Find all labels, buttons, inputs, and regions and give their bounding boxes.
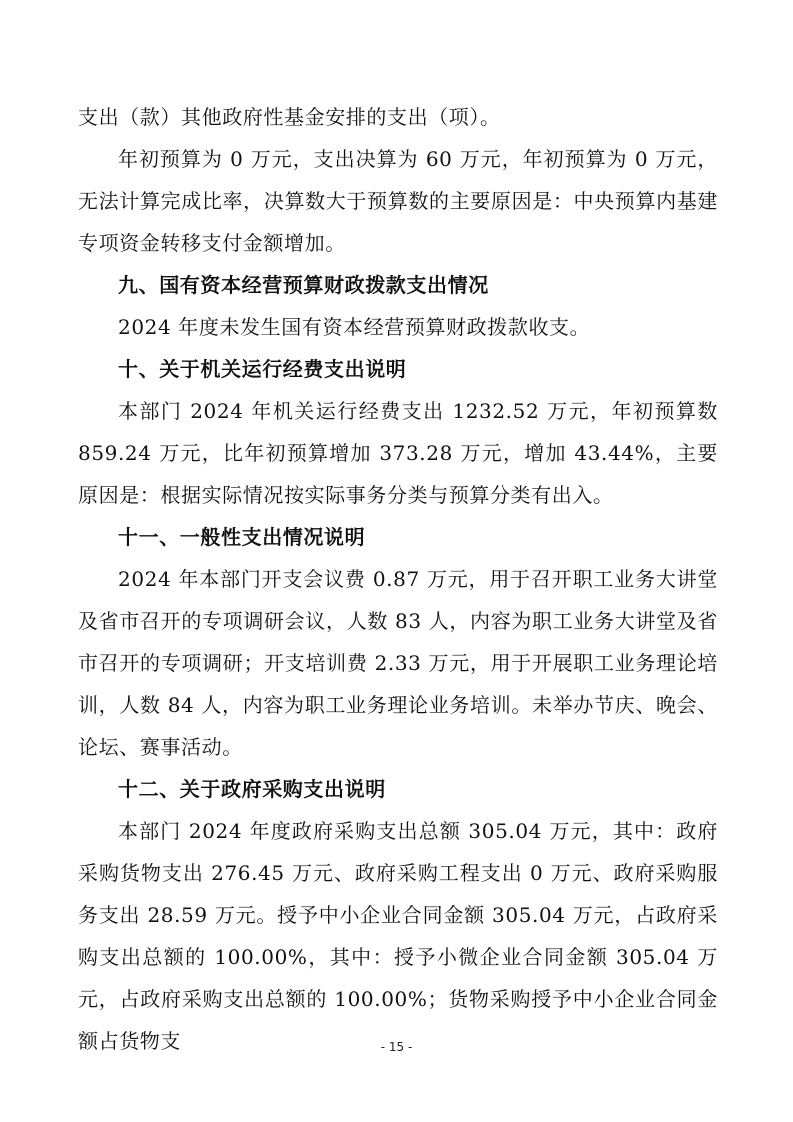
paragraph-operating-expenses: 本部门 2024 年机关运行经费支出 1232.52 万元，年初预算数 859.24 万元，比年初预算增加 373.28 万元，增加 43.44%，主要原因是：根据实际情况按实际事务分类与预算分类有出入。: [78, 399, 718, 507]
heading-section-9: 九、国有资本经营预算财政拨款支出情况: [118, 273, 489, 297]
paragraph-procurement: 本部门 2024 年度政府采购支出总额 305.04 万元，其中：政府采购货物支出 276.45 万元、政府采购工程支出 0 万元、政府采购服务支出 28.59 万元。授予中小企业合同金额 305.04 万元，占政府采购支出总额的 100.00%，其中：授予小微企业合同金额 305.04 万元，占政府采购支出总额的 100.00%；货物采购授予中小企业合同金额占货物支: [78, 819, 718, 1053]
heading-section-12: 十二、关于政府采购支出说明: [118, 777, 386, 801]
page-number: - 15 -: [380, 1040, 413, 1054]
paragraph-continuation: 支出（款）其他政府性基金安排的支出（项）。: [78, 105, 501, 129]
paragraph-state-capital: 2024 年度未发生国有资本经营预算财政拨款收支。: [118, 315, 591, 339]
paragraph-general-expenses: 2024 年本部门开支会议费 0.87 万元，用于召开职工业务大讲堂及省市召开的专项调研会议，人数 83 人，内容为职工业务大讲堂及省市召开的专项调研；开支培训费 2.33 万元，用于开展职工业务理论培训，人数 84 人，内容为职工业务理论业务培训。未举办节庆、晚会、论坛、赛事活动。: [78, 567, 718, 759]
document-body: [78, 96, 718, 1062]
paragraph-budget-note: 年初预算为 0 万元，支出决算为 60 万元，年初预算为 0 万元，无法计算完成比率，决算数大于预算数的主要原因是：中央预算内基建专项资金转移支付金额增加。: [78, 147, 718, 255]
heading-section-11: 十一、一般性支出情况说明: [118, 525, 366, 549]
heading-section-10: 十、关于机关运行经费支出说明: [118, 357, 407, 381]
